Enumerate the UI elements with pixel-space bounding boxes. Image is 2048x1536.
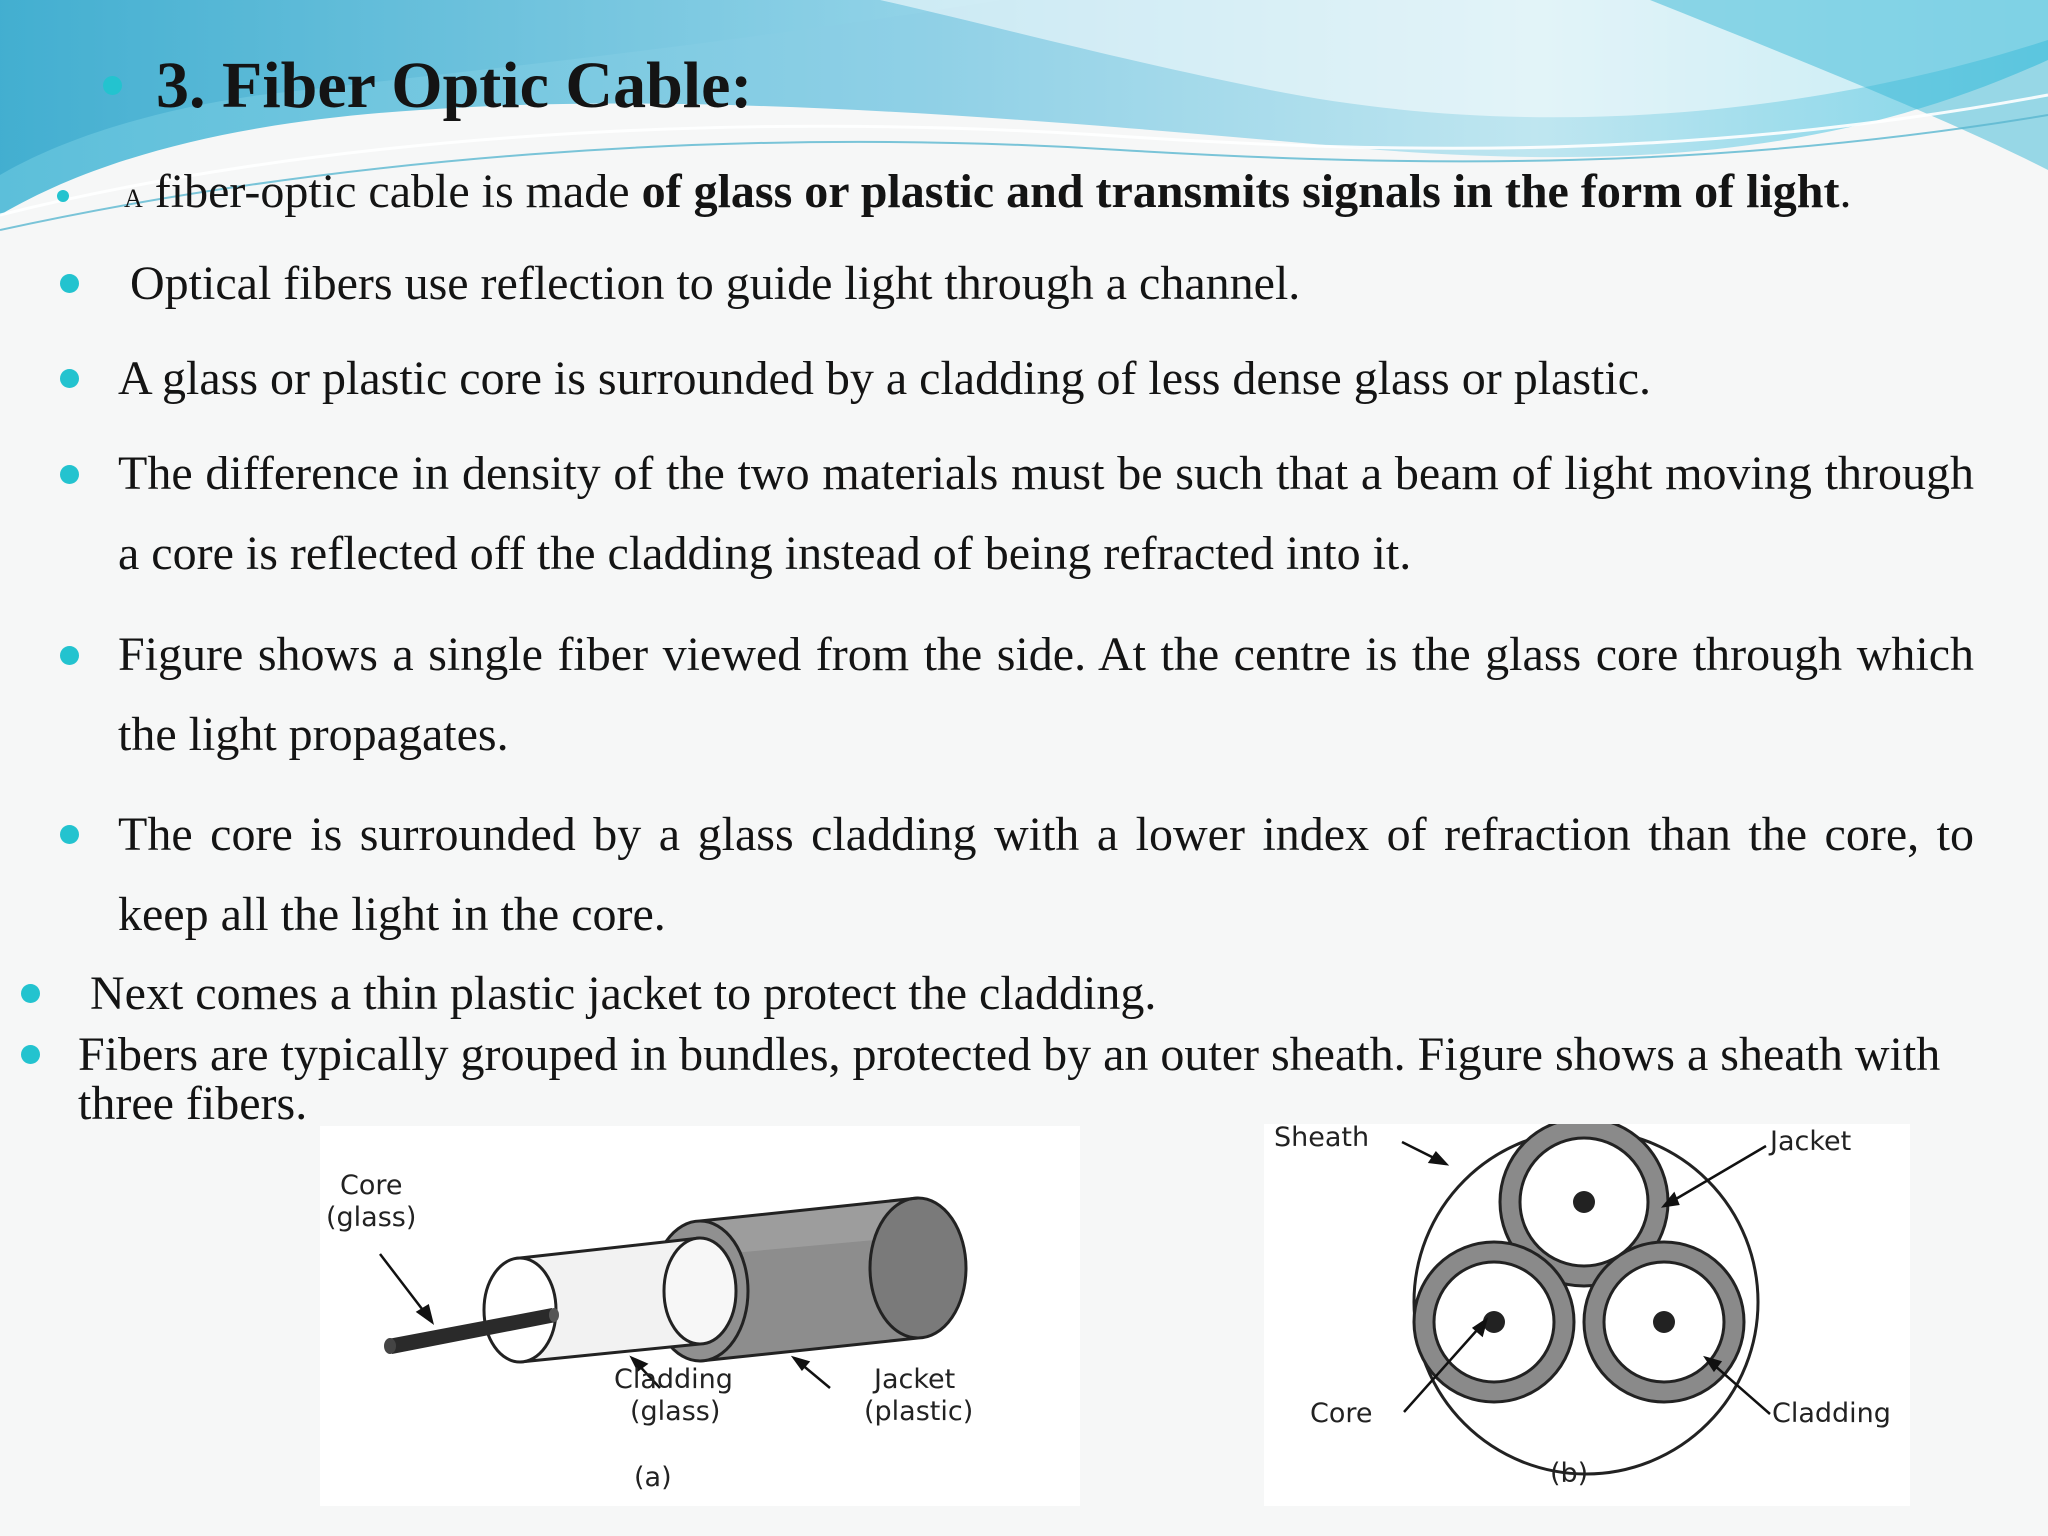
bullet-marker <box>60 274 79 293</box>
bullet-6-text: The core is surrounded by a glass cladding with a lower index of refraction than the core, to keep all the light in the core. <box>118 808 1974 941</box>
core-label-line1: Core <box>340 1170 403 1201</box>
cladding-label: Cladding <box>1772 1398 1891 1429</box>
jacket-label: Jacket <box>1770 1126 1852 1157</box>
core-label-line2: (glass) <box>326 1202 417 1233</box>
bullet-marker <box>60 465 79 484</box>
fiber-left <box>1414 1242 1574 1402</box>
figure-b-sheath-bundle <box>1264 1124 1910 1506</box>
bullet-7-text: Next comes a thin plastic jacket to protect the cladding. <box>90 967 1157 1020</box>
bullet-4-text: The difference in density of the two materials must be such that a beam of light moving through a core is reflected off the cladding instead of being refracted into it. <box>118 447 1974 580</box>
cladding-cylinder <box>484 1238 736 1362</box>
figure-a-caption: (a) <box>634 1462 672 1493</box>
bullet-1-text <box>124 152 1851 239</box>
bullet-2-text: Optical fibers use reflection to guide light through a channel. <box>130 257 1301 310</box>
bullet-marker <box>57 190 69 202</box>
bullet-1-post: . <box>1839 165 1852 218</box>
bullet-marker <box>60 825 79 844</box>
bullet-8-text: Fibers are typically grouped in bundles, protected by an outer sheath. Figure shows a sheath with three fibers. <box>78 1028 1941 1130</box>
sheath-label: Sheath <box>1274 1124 1370 1153</box>
bullet-marker <box>21 1045 40 1064</box>
figure-b-caption: (b) <box>1550 1458 1589 1489</box>
core-label: Core <box>1310 1398 1373 1429</box>
cladding-label-line1: Cladding <box>614 1364 733 1395</box>
bullet-marker <box>60 369 79 388</box>
bullet-1-pre: fiber-optic cable is made <box>142 165 642 218</box>
bullet-marker <box>21 984 40 1003</box>
bullet-5-text: Figure shows a single fiber viewed from the side. At the centre is the glass core through which the light propagates. <box>118 628 1974 761</box>
bullet-marker <box>60 646 79 665</box>
bullet-1-bold: of glass or plastic and transmits signals in the form of light <box>641 165 1840 218</box>
jacket-label-line2: (plastic) <box>864 1396 974 1427</box>
bullet-1-small-a: A <box>124 184 143 213</box>
figure-a-single-fiber <box>320 1126 1080 1506</box>
slide-title: 3. Fiber Optic Cable: <box>156 49 753 122</box>
jacket-label-line1: Jacket <box>874 1364 956 1395</box>
fiber-right <box>1584 1242 1744 1402</box>
title-bullet <box>103 76 122 95</box>
cladding-label-line2: (glass) <box>630 1396 721 1427</box>
bullet-3-text: A glass or plastic core is surrounded by a cladding of less dense glass or plastic. <box>118 352 1651 405</box>
